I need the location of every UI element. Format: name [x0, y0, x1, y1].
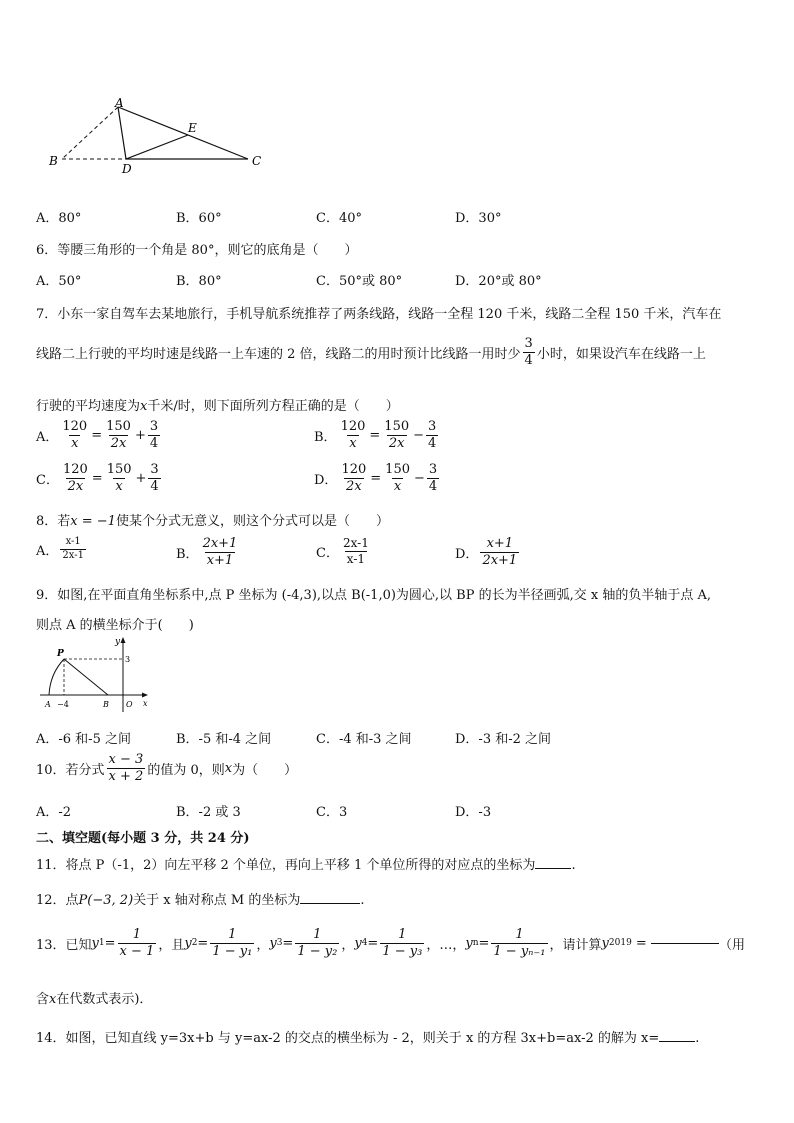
fig9-A: A: [45, 700, 51, 709]
q8-opt-b: B． $\frac{2x+1}{x+1}$: [176, 536, 238, 568]
q7-line3: 行驶的平均速度为x千米/时，则下面所列方程正确的是（ ）: [36, 399, 399, 414]
q7-line2-b: 小时，如果设汽车在线路一上: [536, 346, 706, 362]
label-A: A: [115, 96, 124, 110]
q10-opt-a: A．-2: [36, 805, 72, 820]
q9-opt-d: D．-3 和-2 之间: [455, 732, 552, 747]
three-quarter-fraction: $\frac{3}{4}$: [524, 336, 533, 368]
q11-blank[interactable]: [535, 868, 571, 869]
label-B: B: [49, 154, 58, 168]
q9-opt-c: C．-4 和-3 之间: [316, 732, 412, 747]
q7-line2: [36, 337, 706, 367]
q7-opt-c: C． $\frac{120}{2x}$ = $\frac{150}{x}$ + $\frac{3}{4}$: [36, 462, 159, 494]
q14: 14．如图，已知直线 y=3x+b 与 y=ax-2 的交点的横坐标为 - 2，则关于 x 的方程 3x+b=ax-2 的解为 x= .: [36, 1031, 700, 1046]
label-E: E: [188, 121, 197, 135]
q13: 13．已知 y 1 = $\frac{1}{x - 1}$ ，且 y 2 = $\frac{1}{\text{1 − y₁}}$ ， y 3 = $\frac{1}{\text{1 − y₂}}$ ， y 4 = $\frac{1}{\text{1 − y₃}}$ ，…， y n = $\frac{1}{\text{1 − yₙ₋₁}}$ ，请计算 y 2019 = （用: [36, 927, 745, 959]
q7-opt-d: D． $\frac{120}{2x}$ = $\frac{150}{x}$ − $\frac{3}{4}$: [314, 462, 438, 494]
fig9-P: P: [57, 649, 64, 659]
q5-opt-a: A．80°: [36, 211, 82, 226]
q9-line2: 则点 A 的横坐标介于( ): [36, 618, 194, 633]
fig9-y: y: [115, 637, 121, 647]
q9-opt-a: A．-6 和-5 之间: [36, 732, 131, 747]
label-C: C: [252, 154, 262, 168]
q8-opt-c: C． $\frac{2x-1}{x-1}$: [316, 536, 369, 566]
q7-line1: 7．小东一家自驾车去某地旅行，手机导航系统推荐了两条线路，线路一全程 120 千米，线路二全程 150 千米，汽车在: [36, 307, 722, 322]
q6-opt-b: B．80°: [176, 274, 222, 289]
q13-line2: 含x在代数式表示)．: [36, 992, 153, 1007]
fig9-3: 3: [125, 655, 131, 664]
section-title: 二、填空题(每小题 3 分，共 24 分): [36, 831, 250, 846]
q8-opt-a: A． $\frac{x-1}{2x-1}$: [36, 536, 84, 561]
q12: 12．点P(−3, 2)关于 x 轴对称点 M 的坐标为 .: [36, 893, 365, 908]
fig9-B: B: [103, 700, 109, 709]
q10-opt-c: C．3: [316, 805, 348, 820]
q6-opt-d: D．20°或 80°: [455, 274, 542, 289]
q6-opt-a: A．50°: [36, 274, 82, 289]
fig9-O: O: [126, 700, 133, 709]
q8-stem: 8．若x = −1使某个分式无意义，则这个分式可以是（ ）: [36, 514, 389, 529]
q6-stem: 6．等腰三角形的一个角是 80°，则它的底角是（ ）: [36, 243, 358, 258]
q11: 11．将点 P（-1，2）向左平移 2 个单位，再向上平移 1 个单位所得的对应点的坐标为 .: [36, 858, 576, 873]
q14-blank[interactable]: [659, 1041, 695, 1042]
q7-opt-b: B． $\frac{120}{x}$ = $\frac{150}{2x}$ − $\frac{3}{4}$: [314, 419, 437, 451]
q13-blank[interactable]: [651, 943, 719, 944]
q5-opt-b: B．60°: [176, 211, 222, 226]
q7-opt-a: A． $\frac{120}{x}$ = $\frac{150}{2x}$ + $\frac{3}{4}$: [36, 419, 159, 451]
q9-line1: 9．如图,在平面直角坐标系中,点 P 坐标为 (-4,3),以点 B(-1,0)为圆心,以 BP 的长为半径画弧,交 x 轴的负半轴于点 A,: [36, 588, 711, 603]
q5-opt-d: D．30°: [455, 211, 502, 226]
q7-line2-a: 线路二上行驶的平均时速是线路一上车速的 2 倍，线路二的用时预计比线路一用时少: [36, 346, 521, 362]
triangle-figure: [45, 95, 275, 180]
label-D: D: [122, 162, 132, 176]
q6-opt-c: C．50°或 80°: [316, 274, 403, 289]
q10-stem: 10．若分式 $\frac{x - 3}{x + 2}$ 的值为 0，则 x 为（ ）: [36, 752, 298, 784]
q10-opt-d: D．-3: [455, 805, 492, 820]
fig9-m4: −4: [57, 700, 69, 709]
fig9-x: x: [143, 699, 148, 708]
q8-opt-d: D． $\frac{x+1}{2x+1}$: [455, 536, 518, 568]
q10-opt-b: B．-2 或 3: [176, 805, 241, 820]
q12-blank[interactable]: [300, 903, 360, 904]
q9-opt-b: B．-5 和-4 之间: [176, 732, 272, 747]
coordinate-figure: [40, 634, 155, 714]
q5-opt-c: C．40°: [316, 211, 362, 226]
